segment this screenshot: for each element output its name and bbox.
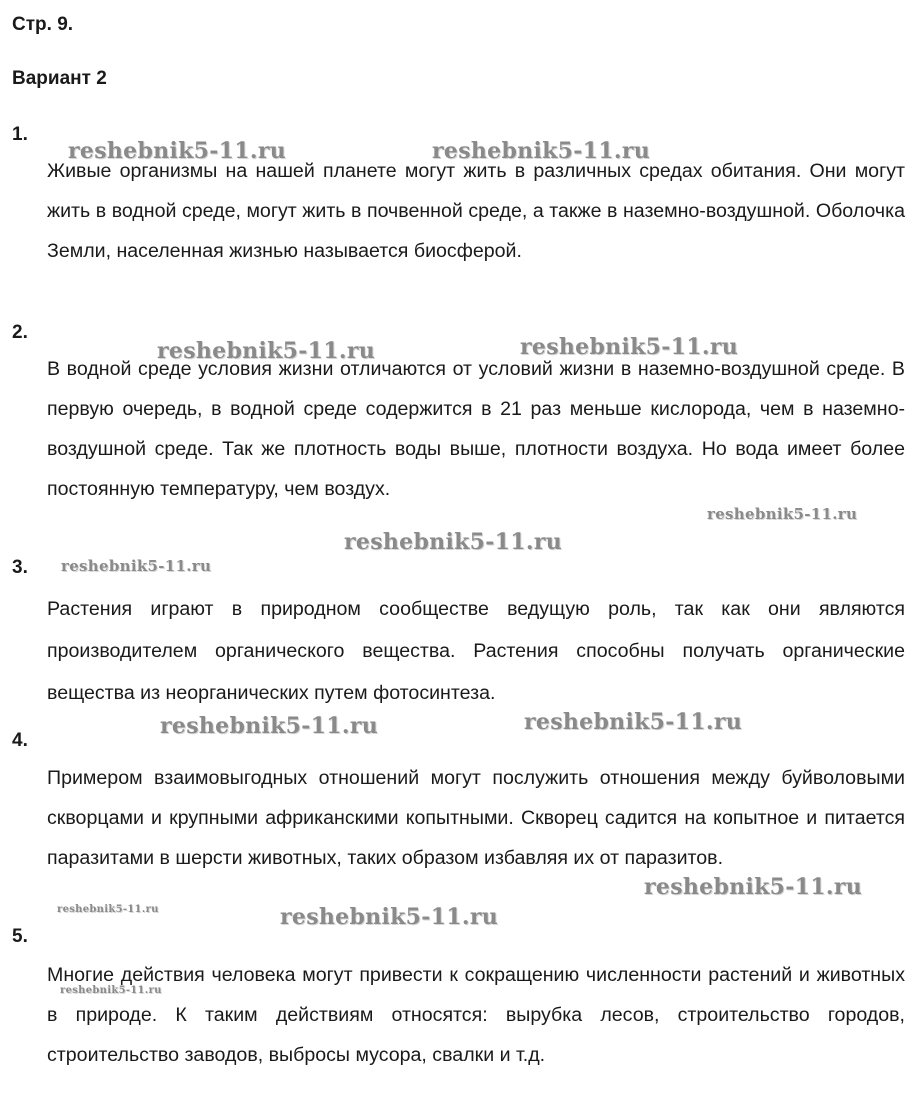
answer-number: 2. xyxy=(12,322,28,343)
page-number-heading: Стр. 9. xyxy=(12,14,74,35)
answer-text: Многие действия человека могут привести к сокращению численности растений и животных в природе. К таким действиям относятся: вырубка лесов, строительство городов, строительство заводов, выбросы мусора, свалки и т.д. xyxy=(47,964,905,1066)
watermark: reshebnik5-11.ru xyxy=(157,338,376,364)
watermark: reshebnik5-11.ru xyxy=(644,874,863,900)
answer-text: Растения играют в природном сообществе ведущую роль, так как они являются производителем органического вещества. Растения способны получать органические вещества из неорганических путем фотосинтеза. xyxy=(47,598,905,704)
watermark: reshebnik5-11.ru xyxy=(57,904,159,915)
watermark: reshebnik5-11.ru xyxy=(344,529,563,555)
answer-text: В водной среде условия жизни отличаются от условий жизни в наземно-воздушной среде. В первую очередь, в водной среде содержится в 21 раз меньше кислорода, чем в наземно-воздушной среде. Так же плотность воды выше, плотности воздуха. Но вода имеет более постоянную температуру, чем воздух. xyxy=(47,358,905,500)
watermark: reshebnik5-11.ru xyxy=(520,334,739,360)
answer-number: 5. xyxy=(12,926,28,947)
watermark: reshebnik5-11.ru xyxy=(68,138,287,164)
watermark: reshebnik5-11.ru xyxy=(432,138,651,164)
answer-number: 4. xyxy=(12,730,28,751)
answer-number: 1. xyxy=(12,124,28,145)
watermark: reshebnik5-11.ru xyxy=(707,505,858,523)
answer-number: 3. xyxy=(12,557,28,578)
watermark: reshebnik5-11.ru xyxy=(160,713,379,739)
watermark: reshebnik5-11.ru xyxy=(280,904,499,930)
variant-heading: Вариант 2 xyxy=(12,68,107,89)
watermark: reshebnik5-11.ru xyxy=(60,985,162,996)
watermark: reshebnik5-11.ru xyxy=(524,709,743,735)
answer-text: Примером взаимовыгодных отношений могут послужить отношения между буйволовыми скворцами и крупными африканскими копытными. Скворец садится на копытное и питается паразитами в шерсти животных, таких образом избавляя их от паразитов. xyxy=(47,767,905,869)
watermark: reshebnik5-11.ru xyxy=(61,557,212,575)
answer-text: Живые организмы на нашей планете могут жить в различных средах обитания. Они могут жить в водной среде, могут жить в почвенной среде, а также в наземно-воздушной. Оболочка Земли, населенная жизнью называется биосферой. xyxy=(47,160,905,262)
